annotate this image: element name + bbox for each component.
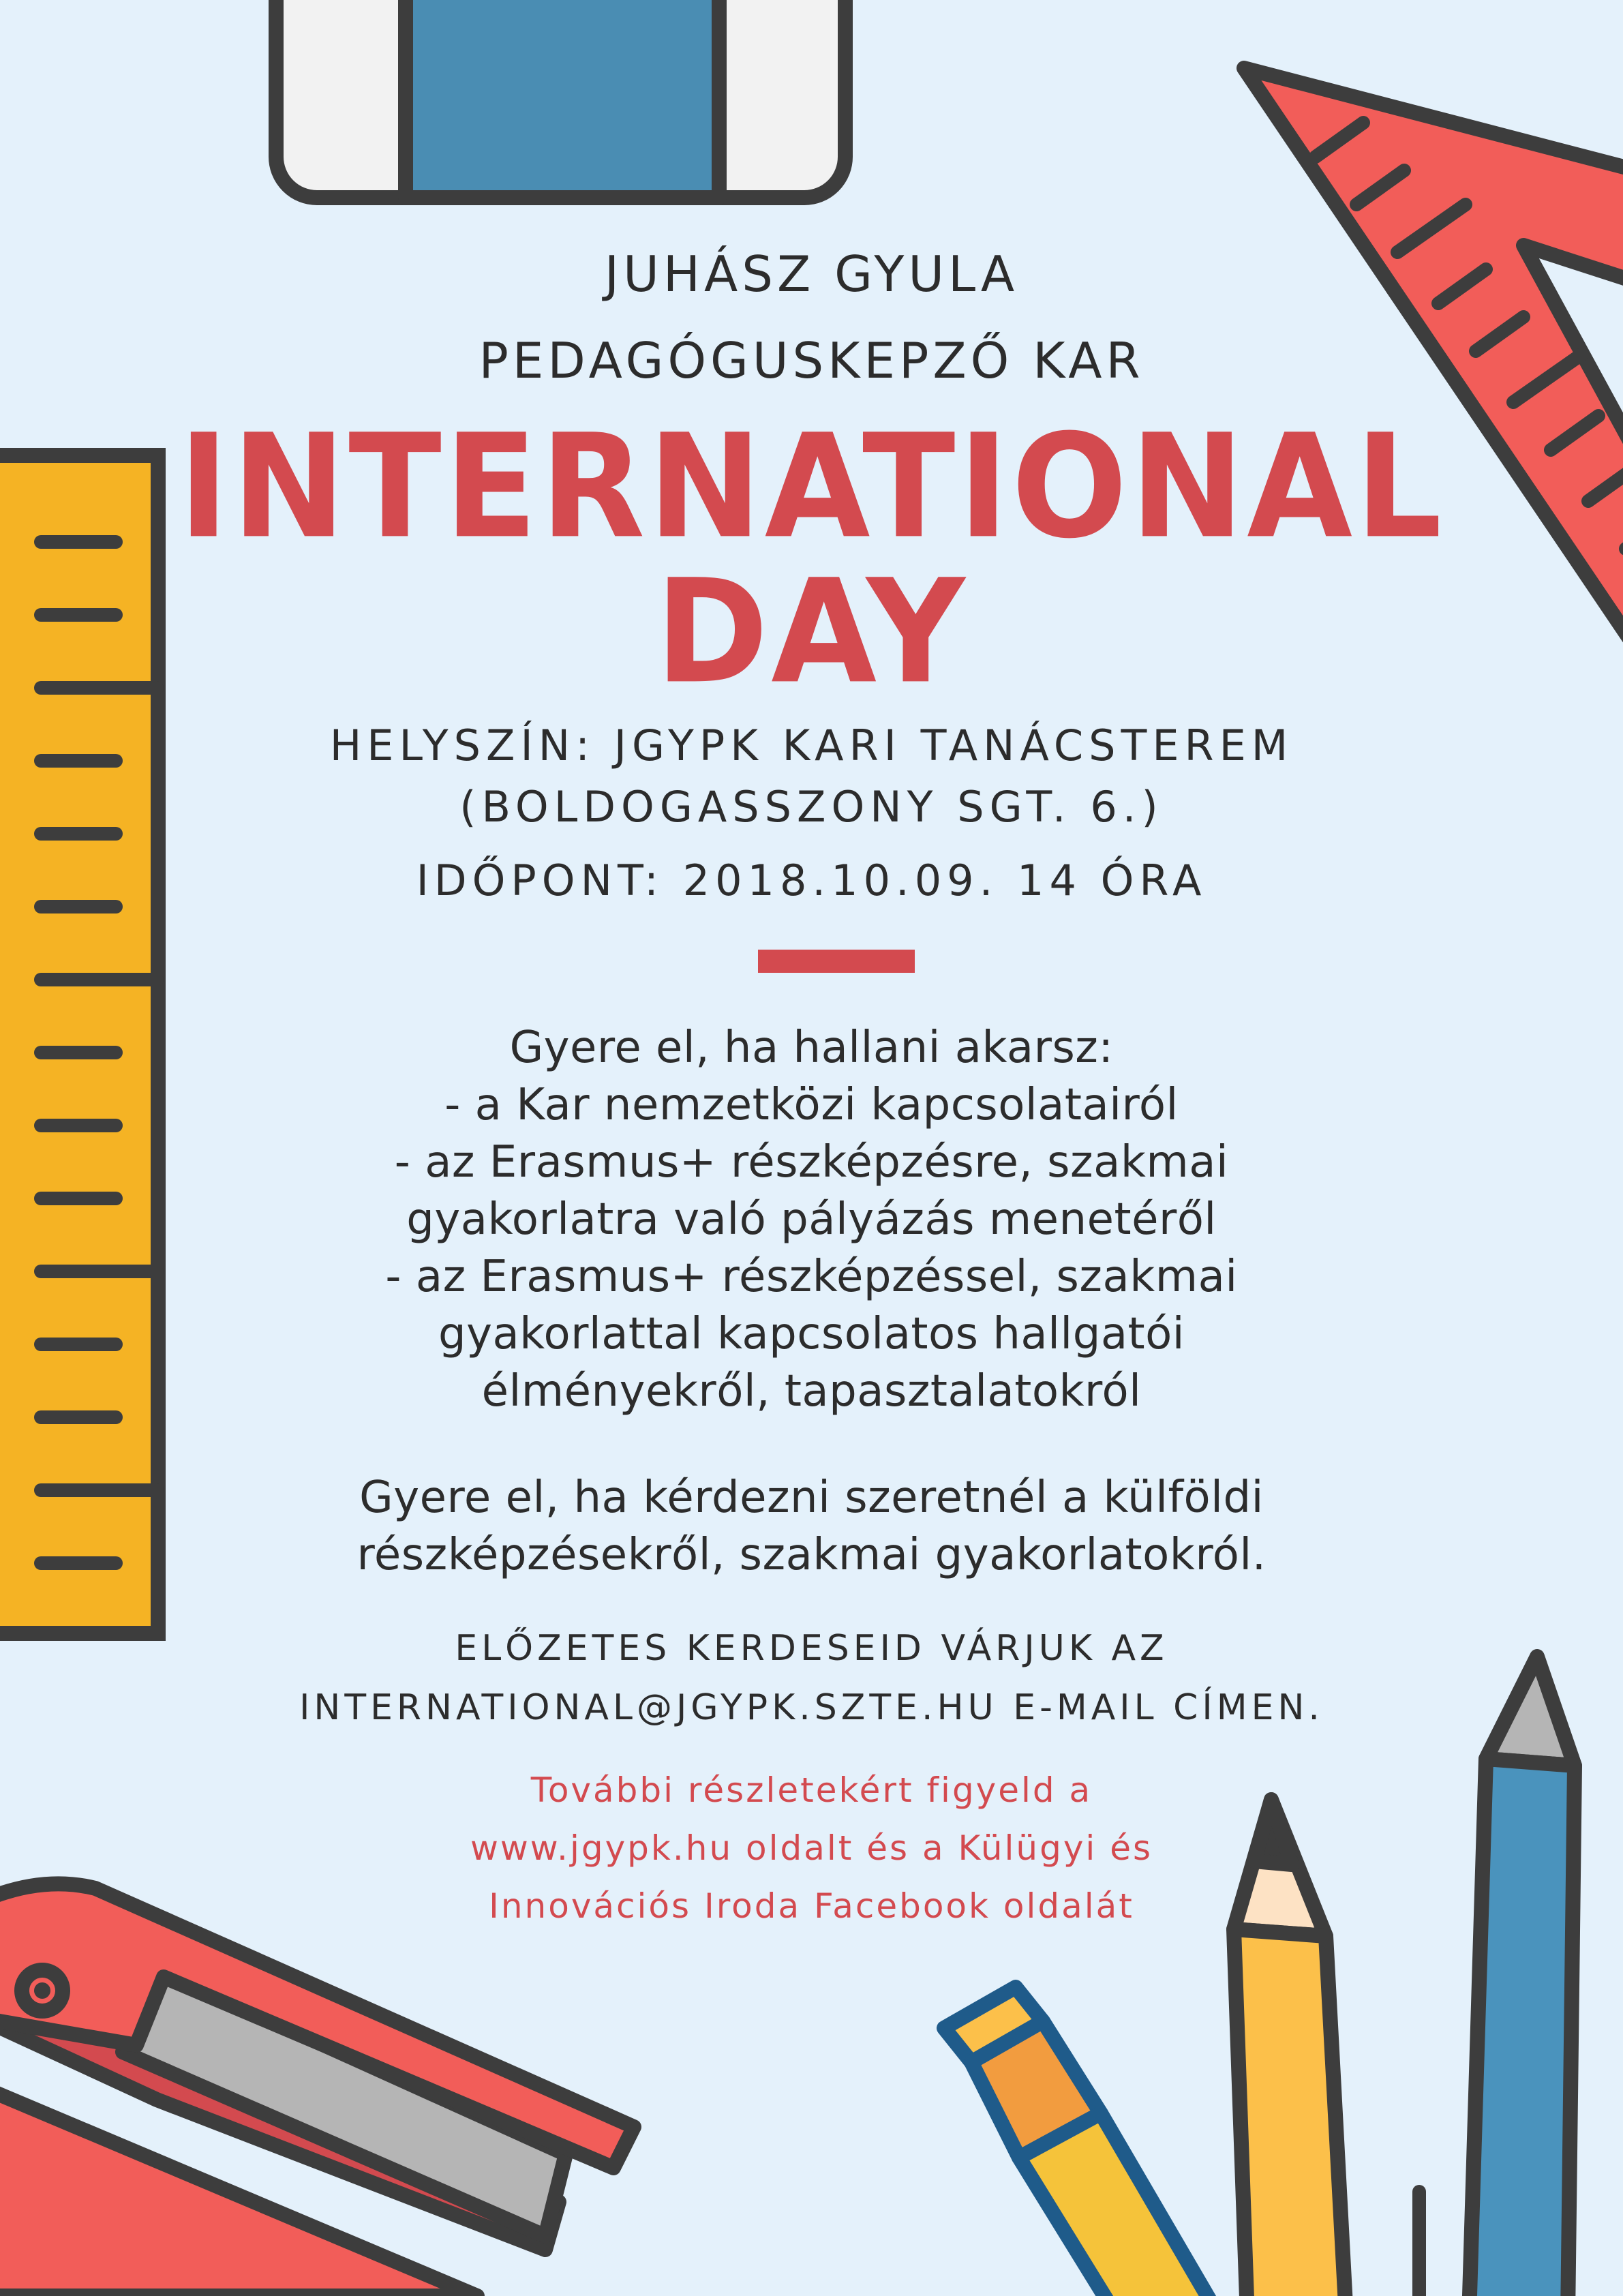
body-line: gyakorlattal kapcsolatos hallgatói	[438, 1309, 1185, 1359]
date-line: IDŐPONT: 2018.10.09. 14 ÓRA	[416, 856, 1207, 905]
contact-line: ELŐZETES KERDESEID VÁRJUK AZ	[455, 1628, 1168, 1669]
address-line: (BOLDOGASSZONY SGT. 6.)	[459, 782, 1164, 832]
location-line: HELYSZÍN: JGYPK KARI TANÁCSTEREM	[329, 721, 1294, 770]
body-line: élményekről, tapasztalatokról	[481, 1366, 1142, 1417]
body-line: Gyere el, ha kérdezni szeretnél a külföldi	[359, 1472, 1264, 1523]
body-line: - az Erasmus+ részképzésre, szakmai	[394, 1137, 1229, 1188]
info-line: Innovációs Iroda Facebook oldalát	[489, 1886, 1134, 1926]
faculty-name-line1: JUHÁSZ GYULA	[604, 245, 1019, 303]
event-title-line1: INTERNATIONAL	[178, 404, 1445, 571]
event-title-line2: DAY	[655, 549, 968, 716]
info-line: www.jgypk.hu oldalt és a Külügyi és	[470, 1828, 1153, 1868]
section-divider	[758, 950, 915, 973]
body-line: - az Erasmus+ részképzéssel, szakmai	[385, 1252, 1238, 1302]
body-line: részképzésekről, szakmai gyakorlatokról.	[357, 1530, 1266, 1580]
body-line: - a Kar nemzetközi kapcsolatairól	[444, 1080, 1179, 1130]
body-line: gyakorlatra való pályázás menetéről	[406, 1194, 1217, 1245]
contact-email-line: INTERNATIONAL@JGYPK.SZTE.HU E-MAIL CÍMEN.	[299, 1687, 1324, 1728]
info-line: További részletekért figyeld a	[530, 1770, 1093, 1810]
body-line: Gyere el, ha hallani akarsz:	[509, 1023, 1114, 1073]
faculty-name-line2: PEDAGÓGUSKEPZŐ KAR	[479, 332, 1144, 389]
